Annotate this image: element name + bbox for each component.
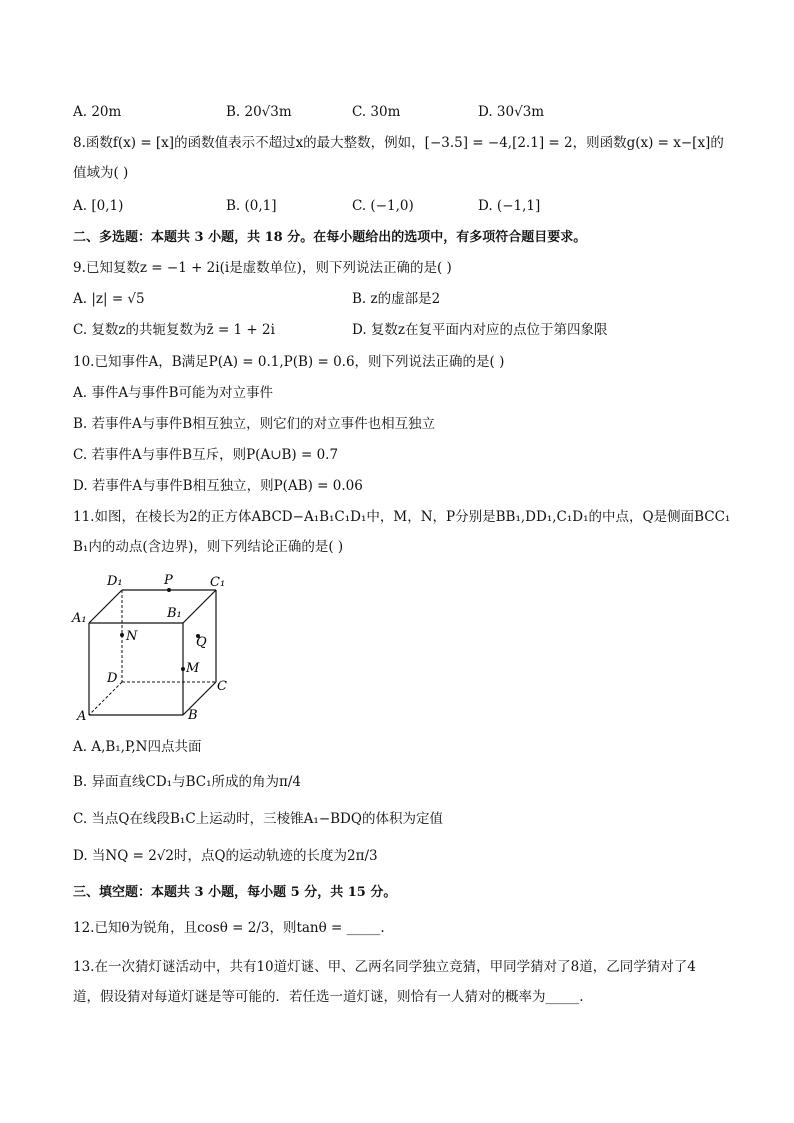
label-m: M bbox=[186, 661, 200, 676]
q8-stem-line1: 8.函数f(x) = [x]的函数值表示不超过x的最大整数，例如，[−3.5] = −4,[2.1] = 2，则函数g(x) = x−[x]的 bbox=[73, 135, 724, 151]
label-n: N bbox=[126, 629, 138, 644]
q7-option-c: C. 30m bbox=[352, 104, 401, 120]
q7-option-d: D. 30√3m bbox=[478, 104, 545, 120]
q9-stem: 9.已知复数z = −1 + 2i(i是虚数单位)，则下列说法正确的是( ) bbox=[73, 260, 452, 276]
q10-option-c: C. 若事件A与事件B互斥，则P(A∪B) = 0.7 bbox=[73, 447, 339, 463]
edge-a1d1 bbox=[89, 590, 122, 623]
q9-option-a: A. |z| = √5 bbox=[73, 291, 145, 307]
section3-title: 三、填空题：本题共 3 小题，每小题 5 分，共 15 分。 bbox=[73, 885, 397, 900]
q10-option-b: B. 若事件A与事件B相互独立，则它们的对立事件也相互独立 bbox=[73, 416, 436, 432]
label-c: C bbox=[217, 679, 227, 694]
point-p bbox=[167, 588, 171, 592]
q13-stem-line2: 道，假设猜对每道灯谜是等可能的．若任选一道灯谜，则恰有一人猜对的概率为_____. bbox=[73, 989, 584, 1005]
q7-option-b: B. 20√3m bbox=[226, 104, 292, 120]
q11-option-c: C. 当点Q在线段B₁C上运动时，三棱锥A₁−BDQ的体积为定值 bbox=[73, 811, 443, 827]
label-d1: D₁ bbox=[107, 574, 123, 589]
q8-stem-line2: 值域为( ) bbox=[73, 165, 129, 181]
point-m bbox=[181, 667, 185, 671]
q11-option-a: A. A,B₁,P,N四点共面 bbox=[73, 739, 202, 755]
q11-stem-line2: B₁内的动点(含边界)，则下列结论正确的是( ) bbox=[73, 539, 344, 555]
point-n bbox=[120, 633, 124, 637]
q8-option-b: B. (0,1] bbox=[226, 198, 277, 214]
label-b1: B₁ bbox=[167, 606, 182, 621]
label-a1: A₁ bbox=[72, 611, 87, 626]
q11-option-b: B. 异面直线CD₁与BC₁所成的角为π/4 bbox=[73, 774, 301, 790]
q8-option-a: A. [0,1) bbox=[73, 198, 124, 214]
label-d: D bbox=[107, 671, 118, 686]
q13-stem-line1: 13.在一次猜灯谜活动中，共有10道灯谜、甲、乙两名同学独立竞猜，甲同学猜对了8道，乙同学猜对了4 bbox=[73, 959, 696, 975]
label-q: Q bbox=[196, 635, 207, 650]
label-b: B bbox=[188, 708, 198, 723]
q12-stem: 12.已知θ为锐角，且cosθ = 2/3，则tanθ = _____. bbox=[73, 920, 385, 936]
cube-figure bbox=[70, 568, 240, 728]
label-p: P bbox=[164, 573, 173, 588]
q11-stem-line1: 11.如图，在棱长为2的正方体ABCD−A₁B₁C₁D₁中，M，N，P分别是BB₁,DD₁,C₁D₁的中点，Q是侧面BCC₁ bbox=[73, 509, 731, 525]
section2-title: 二、多选题：本题共 3 小题，共 18 分。在每小题给出的选项中，有多项符合题目要求。 bbox=[73, 230, 587, 245]
q7-option-a: A. 20m bbox=[73, 104, 122, 120]
q9-option-b: B. z的虚部是2 bbox=[352, 291, 441, 307]
label-a: A bbox=[77, 709, 87, 724]
q10-option-d: D. 若事件A与事件B相互独立，则P(AB) = 0.06 bbox=[73, 478, 363, 494]
edge-da bbox=[89, 682, 122, 715]
q9-option-c: C. 复数z的共轭复数为z̄ = 1 + 2i bbox=[73, 322, 275, 338]
q11-option-d: D. 当NQ = 2√2时，点Q的运动轨迹的长度为2π/3 bbox=[73, 848, 378, 864]
q9-option-d: D. 复数z在复平面内对应的点位于第四象限 bbox=[352, 322, 608, 338]
q10-option-a: A. 事件A与事件B可能为对立事件 bbox=[73, 385, 274, 401]
label-c1: C₁ bbox=[210, 575, 226, 590]
q8-option-c: C. (−1,0) bbox=[352, 198, 414, 214]
q8-option-d: D. (−1,1] bbox=[478, 198, 541, 214]
q10-stem: 10.已知事件A，B满足P(A) = 0.1,P(B) = 0.6，则下列说法正确的是( ) bbox=[73, 354, 505, 370]
edge-b1c1 bbox=[183, 590, 216, 623]
